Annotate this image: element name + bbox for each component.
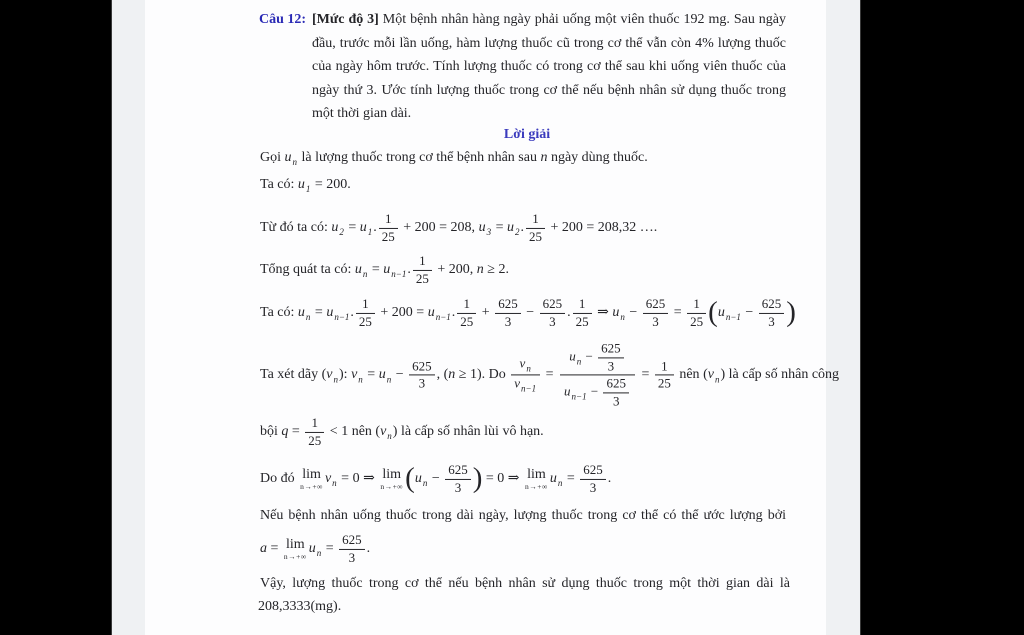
open-paren: (	[708, 295, 718, 328]
solution-line-neu: Nếu bệnh nhân uống thuốc trong dài ngày, lượng thuốc trong cơ thể có thể ước lượng bởi	[260, 508, 786, 523]
equals-sign: =	[344, 220, 360, 236]
multiply-dot: .	[407, 262, 411, 278]
var-u: u	[569, 348, 576, 364]
minus-sign: −	[587, 383, 602, 399]
subscript-1: 1	[305, 184, 311, 194]
implies-arrow: ⇒	[593, 305, 613, 321]
subscript-n: n	[576, 356, 582, 367]
fraction-625-3: $\frac{625}{3}$	[339, 533, 365, 565]
close-paren: )	[476, 367, 482, 383]
var-u: u	[284, 150, 292, 165]
var-u: u	[359, 220, 367, 236]
fraction-625-3: $\frac{625}{3}$	[759, 297, 785, 329]
fraction-1-25: $\frac{1}{25}$	[356, 297, 375, 329]
subscript-n: n	[358, 374, 363, 385]
close-paren: )	[786, 295, 796, 328]
text-token: Gọi	[260, 150, 285, 165]
fraction-625-3: $\frac{625}{3}$	[445, 463, 471, 495]
limit-operator: lim n→+∞	[380, 466, 404, 491]
text-token: = 0 ⇒	[482, 471, 524, 487]
equals-sign: =	[311, 305, 327, 321]
text-token: . Do	[481, 367, 510, 383]
var-u: u	[717, 305, 725, 321]
solution-title: Lời giải	[503, 127, 551, 142]
problem-label: Câu 12:	[259, 12, 307, 27]
equals-sign: =	[363, 367, 379, 383]
close-paren: )	[392, 424, 398, 440]
open-paren: (	[443, 367, 449, 383]
solution-line-a	[260, 533, 370, 565]
subscript-n: n	[305, 312, 311, 323]
var-n: n	[448, 367, 456, 383]
limit-operator: lim n→+∞	[300, 466, 323, 491]
subscript-2: 2	[514, 227, 520, 238]
multiply-dot: .	[567, 305, 571, 321]
subscript-n-1: n−1	[435, 312, 451, 323]
period: .	[607, 471, 612, 487]
var-u: u	[308, 541, 316, 557]
var-a: a	[260, 541, 267, 557]
fraction-1-25: $\frac{1}{25}$	[655, 359, 674, 391]
subscript-n-1: n−1	[725, 312, 741, 323]
fraction-1-25: $\frac{1}{25}$	[305, 416, 324, 448]
solution-line-vay: Vậy, lượng thuốc trong cơ thể nếu bệnh nhân sử dụng thuốc trong một thời gian dài là	[260, 576, 790, 591]
text-token: + 200 = 208,	[399, 220, 479, 236]
equals-sign: =	[492, 220, 507, 236]
equals-sign: =	[267, 541, 282, 557]
equals-sign: =	[288, 424, 304, 440]
problem-body-text: Một bệnh nhân hàng ngày phải uống một viên thuốc 192 mg. Sau ngày đầu, trước mỗi lần uống, hàm lượng thuốc cũ trong cơ thể vẫn còn 4% lượng thuốc của ngày hôm trước. Tính lượng thuốc có trong cơ thể sau khi uống viên thuốc của ngày thứ 3. Ước tính lượng thuốc trong cơ thể nếu bệnh nhân sử dụng thuốc trong một thời gian dài.	[312, 12, 786, 121]
open-paren: (	[321, 367, 327, 383]
text-token: Từ đó ta có:	[260, 220, 332, 236]
subscript-n: n	[386, 374, 392, 385]
text-token: Ta có:	[260, 305, 298, 321]
fraction-625-3: $\frac{625}{3}$	[580, 463, 606, 495]
var-u: u	[326, 305, 334, 321]
multiply-dot: .	[350, 305, 354, 321]
var-v: v	[351, 367, 358, 383]
var-u: u	[612, 305, 620, 321]
solution-line-vn	[260, 340, 839, 409]
text-token: Tổng quát ta có:	[260, 262, 355, 278]
subscript-n: n	[620, 312, 625, 323]
close-paren: )	[339, 367, 344, 383]
period: .	[366, 541, 371, 557]
subscript-n-1: n−1	[334, 312, 350, 323]
var-u: u	[478, 220, 486, 236]
solution-line-u2-u3	[260, 212, 657, 244]
fraction-vn-vn1	[511, 356, 540, 393]
equals-sign: =	[412, 305, 428, 321]
fraction-625-3: $\frac{625}{3}$	[540, 297, 566, 329]
limit-operator: lim n→+∞	[283, 536, 307, 561]
minus-sign: −	[625, 305, 641, 321]
var-u: u	[564, 383, 571, 399]
var-n: n	[540, 150, 548, 165]
subscript-n: n	[557, 478, 563, 489]
multiply-dot: .	[520, 220, 524, 236]
fraction-625-3: $\frac{625}{3}$	[495, 297, 521, 329]
var-v: v	[514, 375, 521, 391]
right-gutter	[826, 0, 861, 635]
fraction-625-3: $\frac{625}{3}$	[643, 297, 669, 329]
close-paren: )	[472, 461, 483, 494]
subscript-3: 3	[486, 227, 492, 238]
minus-sign: −	[428, 471, 444, 487]
text-token: < 1 nên	[326, 424, 376, 440]
subscript-n: n	[714, 374, 720, 385]
text-token: bội	[260, 424, 282, 440]
subscript-n: n	[422, 478, 428, 489]
fraction-1-25: $\frac{1}{25}$	[457, 297, 476, 329]
text-token: + 200 = 208,32 ….	[546, 220, 658, 236]
subscript-n: n	[316, 548, 322, 559]
var-n: n	[476, 262, 484, 278]
text-token: ≥ 2.	[483, 262, 509, 278]
open-paren: (	[703, 367, 708, 383]
fraction-1-25: $\frac{1}{25}$	[413, 254, 432, 286]
solution-line-general	[260, 254, 509, 286]
equals-sign: =	[322, 541, 338, 557]
text-token: ≥ 1	[455, 367, 477, 383]
subscript-n-1: n−1	[521, 383, 537, 394]
fraction-1-25: $\frac{1}{25}$	[526, 212, 545, 244]
text-token: là cấp số nhân công	[725, 367, 840, 383]
solution-line-u1	[260, 175, 351, 199]
comma: ,	[436, 367, 444, 383]
solution-line-result: 208,3333(mg).	[258, 599, 342, 614]
solution-line-transform	[260, 297, 796, 329]
text-token: Do đó	[260, 471, 299, 487]
limit-operator: lim n→+∞	[525, 466, 548, 491]
text-token: + 200,	[433, 262, 477, 278]
var-q: q	[281, 424, 289, 440]
var-u: u	[331, 220, 339, 236]
left-gutter	[111, 0, 145, 635]
minus-sign: −	[741, 305, 757, 321]
close-paren: )	[720, 367, 726, 383]
subscript-n-1: n−1	[571, 391, 587, 402]
text-token: + 200	[376, 305, 413, 321]
var-u: u	[378, 367, 386, 383]
var-u: u	[383, 262, 391, 278]
text-token: = 0 ⇒	[337, 471, 379, 487]
open-paren: (	[405, 461, 415, 494]
fraction-625-3: $\frac{625}{3}$	[409, 359, 435, 391]
big-fraction	[560, 340, 635, 409]
text-token: = 200.	[311, 177, 351, 192]
difficulty-tag: [Mức độ 3]	[312, 12, 379, 27]
minus-sign: −	[392, 367, 408, 383]
text-token: là lượng thuốc trong cơ thể bệnh nhân sau	[298, 150, 541, 165]
var-v: v	[380, 424, 387, 440]
var-u: u	[549, 471, 557, 487]
problem-statement	[312, 8, 786, 126]
text-token: Ta xét dãy	[260, 367, 322, 383]
subscript-n: n	[526, 363, 531, 374]
equals-sign: =	[542, 367, 558, 383]
text-token: ngày dùng thuốc.	[547, 150, 648, 165]
equals-sign: =	[637, 367, 653, 383]
multiply-dot: .	[373, 220, 377, 236]
document-page	[145, 0, 840, 635]
fraction-625-3: $\frac{625}{3}$	[598, 341, 624, 373]
var-u: u	[297, 305, 305, 321]
solution-line-limit	[260, 463, 611, 495]
multiply-dot: .	[451, 305, 456, 321]
var-u: u	[297, 177, 305, 192]
subscript-2: 2	[339, 227, 344, 238]
text-token: là cấp số nhân lùi vô hạn.	[397, 424, 544, 440]
minus-sign: −	[522, 305, 538, 321]
minus-sign: −	[582, 348, 597, 364]
solution-line-goi	[260, 148, 648, 172]
subscript-n: n	[362, 269, 368, 280]
var-v: v	[707, 367, 714, 383]
var-u: u	[354, 262, 362, 278]
equals-sign: =	[563, 471, 579, 487]
subscript-n: n	[333, 374, 338, 385]
subscript-n: n	[292, 157, 297, 167]
text-token: Ta có:	[260, 177, 298, 192]
var-v: v	[324, 471, 332, 487]
fraction-1-25: $\frac{1}{25}$	[573, 297, 592, 329]
var-u: u	[427, 305, 435, 321]
var-u: u	[506, 220, 514, 236]
fraction-1-25: $\frac{1}{25}$	[687, 297, 706, 329]
var-u: u	[414, 471, 422, 487]
open-paren: (	[375, 424, 381, 440]
plus-sign: +	[478, 305, 494, 321]
subscript-n-1: n−1	[391, 269, 407, 280]
text-token: nên	[675, 367, 704, 383]
equals-sign: =	[368, 262, 384, 278]
var-v: v	[519, 355, 526, 371]
subscript-n: n	[332, 478, 337, 489]
equals-sign: =	[670, 305, 686, 321]
var-v: v	[326, 367, 333, 383]
fraction-625-3: $\frac{625}{3}$	[603, 377, 629, 409]
colon: :	[343, 367, 352, 383]
subscript-1: 1	[367, 227, 373, 238]
solution-line-boi	[260, 416, 544, 448]
subscript-n: n	[387, 431, 392, 442]
fraction-1-25: $\frac{1}{25}$	[379, 212, 398, 244]
